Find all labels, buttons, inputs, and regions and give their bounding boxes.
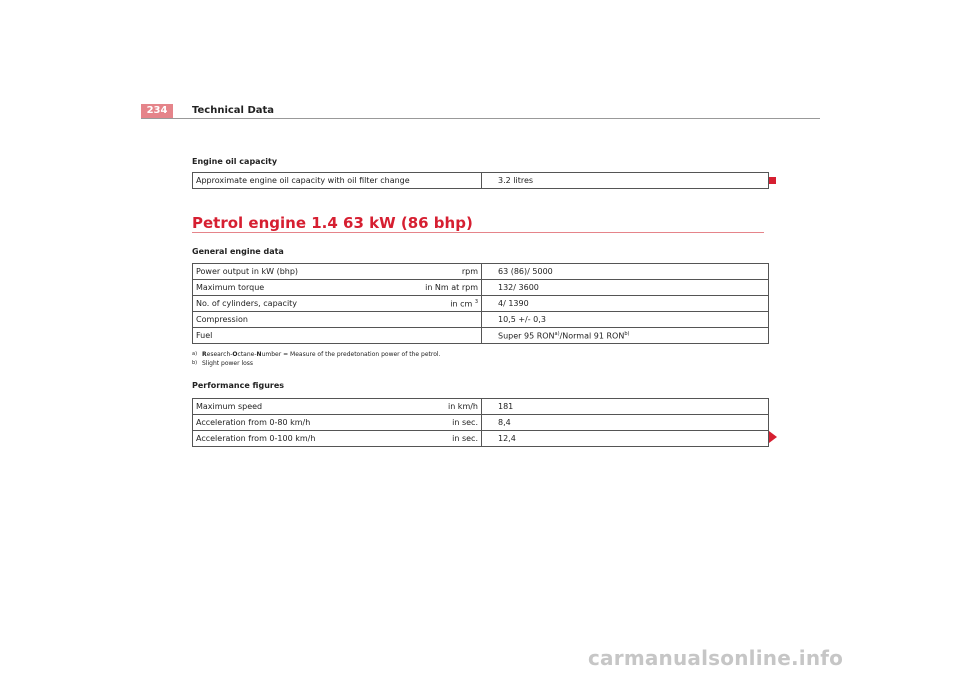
footnote-ref-a: a) (554, 330, 560, 337)
oil-value: 3.2 litres (482, 173, 769, 189)
table-row (193, 328, 769, 344)
fuel-desc: Fuel (196, 331, 213, 340)
table-row (193, 296, 769, 312)
footnote-mark-b: b) (192, 360, 198, 366)
speed-unit: in km/h (447, 402, 478, 411)
oil-heading: Engine oil capacity (192, 157, 278, 166)
footnotes (192, 350, 440, 368)
footnote-a: a) Research-Octane-Number = Measure of the predetonation power of the petrol. (192, 351, 441, 358)
cylinders-desc: No. of cylinders, capacity (196, 298, 298, 308)
engine-table (192, 263, 769, 344)
oil-desc: Approximate engine oil capacity with oil filter change (193, 173, 482, 189)
watermark: carmanualsonline.info (588, 646, 844, 670)
torque-unit: in Nm at rpm (425, 283, 478, 292)
page-number: 234 (141, 104, 173, 118)
power-desc: Power output in kW (bhp) (196, 267, 299, 276)
accel100-desc: Acceleration from 0-100 km/h (196, 434, 316, 443)
accel100-value: 12,4 (482, 431, 769, 447)
compression-value: 10,5 +/- 0,3 (482, 312, 769, 328)
performance-heading: Performance figures (192, 381, 285, 390)
power-unit: rpm (461, 267, 478, 276)
fuel-value-super: Super 95 RON (498, 331, 555, 341)
speed-value: 181 (482, 399, 769, 415)
table-row (193, 399, 769, 415)
cylinders-unit: in cm (450, 299, 473, 309)
engine-heading: General engine data (192, 247, 284, 256)
torque-value: 132/ 3600 (482, 280, 769, 296)
header-title: Technical Data (192, 105, 275, 116)
table-row (193, 415, 769, 431)
section-title: Petrol engine 1.4 63 kW (86 bhp) (192, 214, 473, 232)
oil-table (192, 172, 769, 189)
accel80-desc: Acceleration from 0-80 km/h (196, 418, 311, 427)
cylinders-value: 4/ 1390 (482, 296, 769, 312)
footnote-mark-a: a) (192, 351, 198, 357)
table-row (193, 431, 769, 447)
power-value: 63 (86)/ 5000 (482, 264, 769, 280)
compression-desc: Compression (196, 315, 248, 324)
table-row (193, 312, 769, 328)
accel80-value: 8,4 (482, 415, 769, 431)
end-marker-icon (769, 177, 776, 184)
performance-table (192, 398, 769, 447)
table-row (193, 173, 769, 189)
footnote-ref-b: b) (624, 330, 630, 337)
cylinders-unit-sup: 3 (474, 298, 478, 305)
table-row (193, 280, 769, 296)
accel80-unit: in sec. (452, 418, 478, 427)
table-row (193, 264, 769, 280)
speed-desc: Maximum speed (196, 402, 263, 411)
accel100-unit: in sec. (452, 434, 478, 443)
fuel-value-normal: /Normal 91 RON (559, 331, 625, 341)
section-rule (192, 232, 764, 233)
continue-arrow-icon (769, 431, 777, 443)
header-rule (141, 118, 820, 119)
footnote-b: b) Slight power loss (192, 360, 254, 367)
torque-desc: Maximum torque (196, 283, 265, 292)
